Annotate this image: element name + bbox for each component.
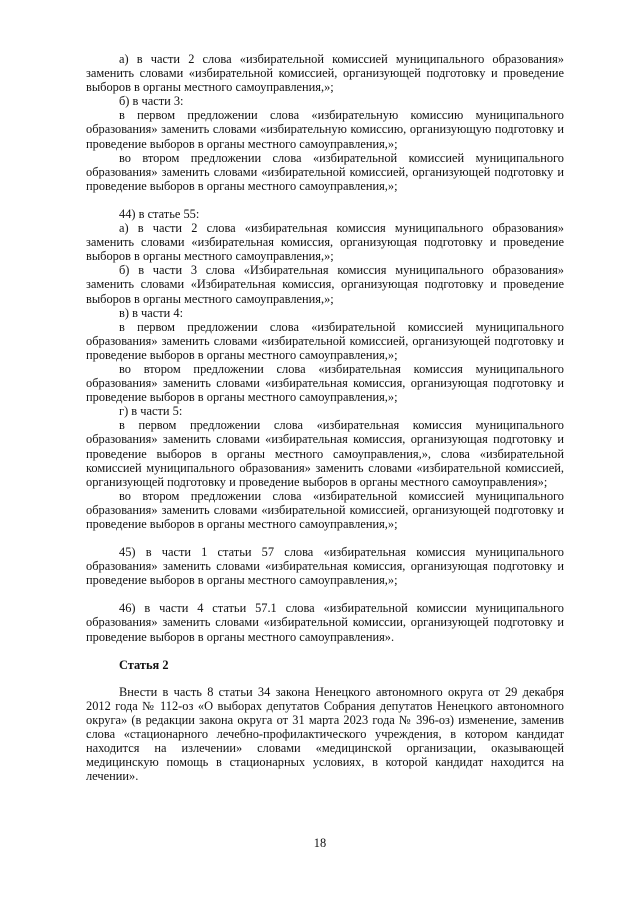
- paragraph-second-sentence: во втором предложении слова «избирательной комиссией муниципального образования» заменить словами «избирательной комиссией, организующей подготовку и проведение выборов в органы местного самоуправления,»;: [86, 150, 564, 193]
- article-2-paragraph: Внести в часть 8 статьи 34 закона Ненецкого автономного округа от 29 декабря 2012 года № 112-оз «О выборах депутатов Собрания депутатов Ненецкого автономного округа» (в редакции закона округа от 31 марта 2023 года № 396-оз) изменение, заменив слова «стационарного лечебно-профилактического учреждения, в котором кандидат находится на излечении» словами «медицинской организации, оказывающей медицинскую помощь в стационарных условиях, в которой кандидат находится на лечении».: [86, 684, 564, 784]
- item-44-v-second: во втором предложении слова «избирательная комиссия муниципального образования» заменить словами «избирательная комиссия, организующая подготовку и проведение выборов в органы местного самоуправления,»;: [86, 361, 564, 405]
- item-46: 46) в части 4 статьи 57.1 слова «избирательной комиссии муниципального образования» заменить словами «избирательной комиссии, организующей подготовку и проведение выборов в органы местного самоуправления».: [86, 601, 564, 644]
- item-45: 45) в части 1 статьи 57 слова «избирательная комиссия муниципального образования» заменить словами «избирательная комиссия, организующая подготовку и проведение выборов в органы местного самоуправления,»;: [86, 545, 564, 588]
- paragraph-2b-heading: б) в части 3:: [119, 94, 184, 109]
- item-44-g-heading: г) в части 5:: [119, 404, 183, 419]
- paragraph-2a: а) в части 2 слова «избирательной комиссией муниципального образования» заменить словами «избирательной комиссией, организующей подготовку и проведение выборов в органы местного самоуправления,»;: [86, 52, 564, 95]
- item-44-g-first: в первом предложении слова «избирательная комиссия муниципального образования» заменить словами «избирательная комиссия, организующая подготовку и проведение выборов в органы местного самоуправления,», слова «избирательной комиссией муниципального образования» заменить словами «избирательной комиссией, организующей подготовку и проведение выборов в органы местного самоуправления»;: [86, 418, 564, 489]
- item-44-heading: 44) в статье 55:: [119, 206, 200, 221]
- article-heading: Статья 2: [119, 657, 169, 672]
- item-44-b: б) в части 3 слова «Избирательная комиссия муниципального образования» заменить словами «Избирательная комиссия, организующая подготовку и проведение выборов в органы местного самоуправления,»;: [86, 263, 564, 306]
- item-44-a: а) в части 2 слова «избирательная комиссия муниципального образования» заменить словами «избирательная комиссия, организующая подготовку и проведение выборов в органы местного самоуправления,»;: [86, 221, 564, 264]
- item-44-v-first: в первом предложении слова «избирательной комиссией муниципального образования» заменить словами «избирательной комиссией, организующей подготовку и проведение выборов в органы местного самоуправления,»;: [86, 319, 564, 362]
- item-44-v-heading: в) в части 4:: [119, 305, 184, 320]
- document-body: [86, 52, 564, 783]
- page-number: 18: [313, 836, 327, 850]
- paragraph-first-sentence: в первом предложении слова «избирательную комиссию муниципального образования» заменить словами «избирательную комиссию, организующую подготовку и проведение выборов в органы местного самоуправления,»;: [86, 108, 564, 151]
- item-44-g-second: во втором предложении слова «избирательной комиссией муниципального образования» заменить словами «избирательной комиссией, организующей подготовку и проведение выборов в органы местного самоуправления,»;: [86, 488, 564, 531]
